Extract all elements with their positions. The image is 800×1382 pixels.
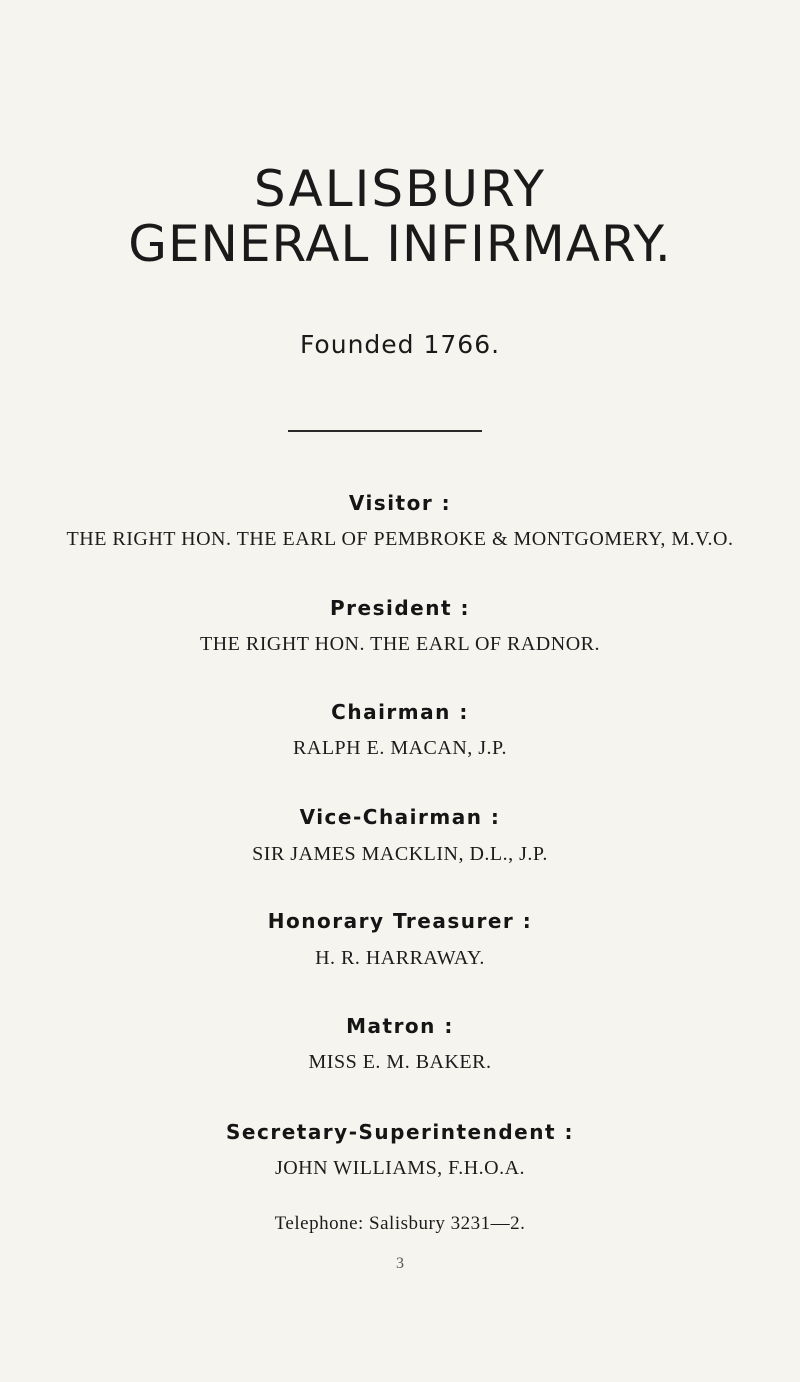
vice-chairman-heading: Vice-Chairman : — [299, 805, 501, 829]
title-line-2: GENERAL INFIRMARY. — [128, 215, 672, 273]
president-heading: President : — [330, 596, 470, 620]
telephone-line: Telephone: Salisbury 3231—2. — [274, 1213, 526, 1234]
founded-line: Founded 1766. — [299, 330, 501, 359]
vice-chairman-name: SIR JAMES MACKLIN, D.L., J.P. — [252, 843, 548, 865]
chairman-name: RALPH E. MACAN, J.P. — [293, 737, 507, 759]
secretary-name: JOHN WILLIAMS, F.H.O.A. — [274, 1157, 526, 1179]
matron-heading: Matron : — [346, 1014, 454, 1038]
divider-rule — [288, 430, 482, 432]
title-line-1: SALISBURY — [253, 160, 547, 218]
treasurer-heading: Honorary Treasurer : — [267, 909, 533, 933]
page-number: 3 — [396, 1255, 404, 1272]
treasurer-name: H. R. HARRAWAY. — [315, 947, 485, 969]
matron-name: MISS E. M. BAKER. — [308, 1051, 492, 1073]
chairman-heading: Chairman : — [331, 700, 469, 724]
president-name: THE RIGHT HON. THE EARL OF RADNOR. — [200, 633, 600, 655]
visitor-name: THE RIGHT HON. THE EARL OF PEMBROKE & MONTGOMERY, M.V.O. — [66, 528, 734, 550]
secretary-heading: Secretary-Superintendent : — [226, 1120, 574, 1144]
visitor-heading: Visitor : — [348, 491, 452, 515]
